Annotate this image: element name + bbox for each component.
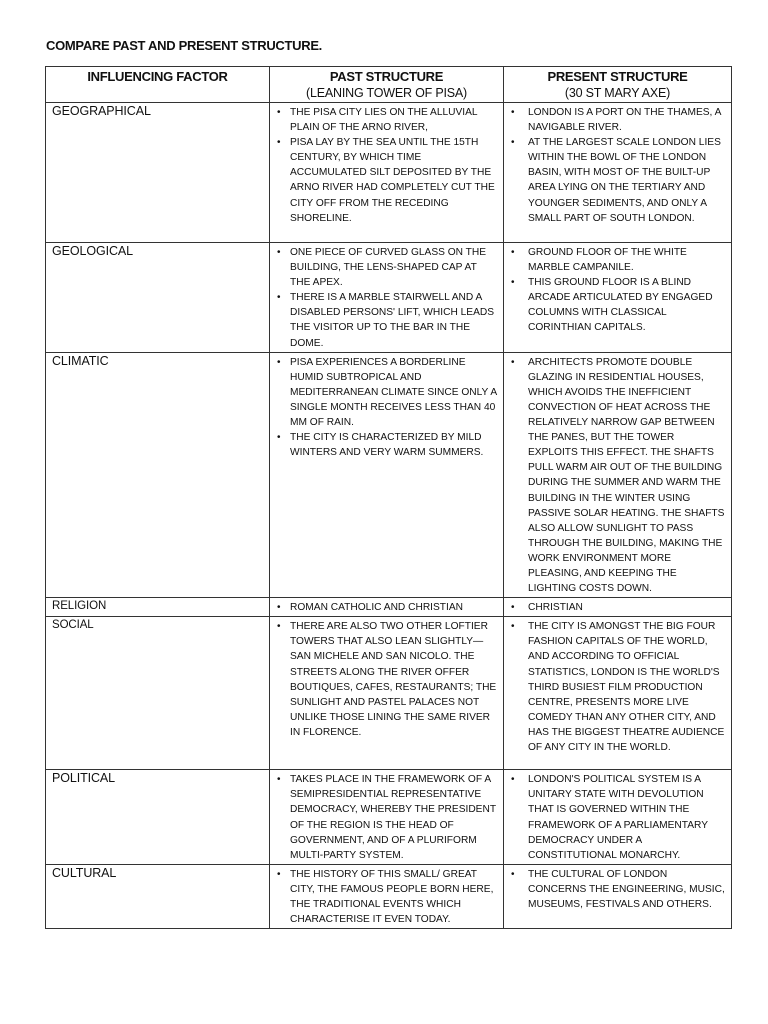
list-item (274, 430, 497, 460)
list-item-text: THERE IS A MARBLE STAIRWELL AND A DISABLED PERSONS' LIFT, WHICH LEADS THE VISITOR UP TO THE BAR IN THE DOME. (290, 292, 495, 349)
bullet-icon: • (277, 137, 281, 149)
list-item (274, 245, 497, 290)
list-item (508, 772, 725, 863)
table-row (46, 243, 732, 353)
bullet-icon: • (511, 137, 515, 149)
list-item-text: THE PISA CITY LIES ON THE ALLUVIAL PLAIN OF THE ARNO RIVER, (290, 107, 478, 134)
list-item-text: TAKES PLACE IN THE FRAMEWORK OF A SEMIPRESIDENTIAL REPRESENTATIVE DEMOCRACY, WHEREBY THE PRESIDENT OF THE REGION IS THE HEAD OF GOVERNMENT, AND OF A PLURIFORM MULTI-PARTY SYSTEM. (290, 774, 496, 861)
table-row (46, 770, 732, 865)
present-structure-cell (504, 352, 732, 598)
bullet-icon: • (277, 247, 281, 258)
present-bullet-list (504, 598, 731, 616)
past-bullet-list (270, 865, 503, 928)
list-item-text: THERE ARE ALSO TWO OTHER LOFTIER TOWERS THAT ALSO LEAN SLIGHTLY—SAN MICHELE AND SAN NICOLO. THE STREETS ALONG THE RIVER OFFER BOUTIQUES, CAFES, RESTAURANTS; THE SUNLIGHT AND PASTEL PALACES NOT UNLIKE THOSE LINING THE SAME RIVER IN FLORENCE. (290, 621, 497, 738)
list-item-text: THE CITY IS CHARACTERIZED BY MILD WINTERS AND VERY WARM SUMMERS. (290, 432, 484, 459)
factor-cell: SOCIAL (46, 617, 270, 770)
list-item (274, 772, 497, 863)
table-row (46, 103, 732, 243)
present-structure-cell (504, 617, 732, 770)
past-structure-cell (270, 617, 504, 770)
header-past-label: PAST STRUCTURE (329, 69, 444, 84)
list-item (274, 105, 497, 135)
past-structure-cell (270, 243, 504, 353)
list-item-text: THE HISTORY OF THIS SMALL/ GREAT CITY, THE FAMOUS PEOPLE BORN HERE, THE TRADITIONAL EVENTS WHICH CHARACTERISE IT EVEN TODAY. (290, 868, 494, 926)
bullet-icon: • (277, 432, 281, 444)
past-bullet-list (270, 770, 503, 864)
past-bullet-list (270, 598, 503, 616)
list-item (508, 245, 725, 275)
header-present (504, 67, 732, 103)
present-structure-cell (504, 770, 732, 865)
factor-cell: GEOGRAPHICAL (46, 103, 270, 243)
table-header-row (46, 67, 732, 103)
past-bullet-list (270, 617, 503, 741)
past-bullet-list (270, 103, 503, 227)
bullet-icon: • (511, 247, 515, 258)
bullet-icon: • (277, 868, 281, 880)
table-row (46, 864, 732, 928)
list-item (508, 355, 725, 597)
table-row (46, 598, 732, 617)
present-bullet-list (504, 353, 731, 598)
list-item-text: GROUND FLOOR OF THE WHITE MARBLE CAMPANILE. (528, 247, 687, 274)
list-item (274, 600, 497, 615)
list-item-text: PISA LAY BY THE SEA UNTIL THE 15TH CENTURY, BY WHICH TIME ACCUMULATED SILT DEPOSITED BY THE ARNO RIVER HAD COMPLETELY CUT THE CITY OFF FROM THE RECEDING SHORELINE. (290, 137, 495, 224)
past-bullet-list (270, 353, 503, 462)
bullet-icon: • (511, 107, 515, 118)
header-present-label: PRESENT STRUCTURE (547, 69, 688, 84)
factor-cell: RELIGION (46, 598, 270, 617)
past-bullet-list (270, 243, 503, 352)
factor-cell: POLITICAL (46, 770, 270, 865)
list-item-text: ARCHITECTS PROMOTE DOUBLE GLAZING IN RESIDENTIAL HOUSES, WHICH AVOIDS THE INEFFICIENT CONVECTION OF HEAT ACROSS THE RELATIVELY NARROW GAP BETWEEN THE PANES, BUT THE TOWER EXPLOITS THIS EFFECT. THE SHAFTS PULL WARM AIR OUT OF THE BUILDING DURING THE SUMMER AND WARM THE BUILDING IN THE WINTER USING PASSIVE SOLAR HEATING. THE SHAFTS ALSO ALLOW SUNLIGHT TO PASS THROUGH THE BUILDING, MAKING THE WORK ENVIRONMENT MORE PLEASING, AND KEEPING THE LIGHTING COSTS DOWN. (528, 356, 725, 595)
bullet-icon: • (277, 774, 281, 786)
list-item (274, 290, 497, 350)
past-structure-cell (270, 770, 504, 865)
present-structure-cell (504, 864, 732, 928)
header-present-subtitle: (30 ST MARY AXE) (564, 86, 671, 100)
list-item-text: ROMAN CATHOLIC AND CHRISTIAN (290, 602, 464, 614)
factor-cell: CLIMATIC (46, 352, 270, 598)
list-item-text: THIS GROUND FLOOR IS A BLIND ARCADE ARTICULATED BY ENGAGED COLUMNS WITH CLASSICAL CORINTHIAN CAPITALS. (528, 277, 713, 334)
list-item-text: ONE PIECE OF CURVED GLASS ON THE BUILDING, THE LENS-SHAPED CAP AT THE APEX. (290, 247, 487, 289)
page-title: COMPARE PAST AND PRESENT STRUCTURE. (46, 38, 322, 53)
list-item (508, 600, 725, 615)
present-structure-cell (504, 103, 732, 243)
comparison-table (45, 66, 732, 929)
present-bullet-list (504, 617, 731, 756)
list-item (274, 355, 497, 430)
header-past-subtitle: (LEANING TOWER OF PISA) (306, 86, 467, 100)
list-item (508, 619, 725, 755)
present-bullet-list (504, 770, 731, 864)
list-item (274, 135, 497, 226)
list-item (508, 105, 725, 135)
list-item-text: THE CITY IS AMONGST THE BIG FOUR FASHION CAPITALS OF THE WORLD, AND ACCORDING TO OFFICIAL STATISTICS, LONDON IS THE WORLD'S THIRD BUSIEST FILM PRODUCTION CENTRE, PRESENTS MORE LIVE COMEDY THAN ANY OTHER CITY, AND HAS THE BIGGEST THEATRE AUDIENCE OF ANY CITY IN THE WORLD. (528, 621, 725, 753)
bullet-icon: • (511, 774, 515, 786)
present-bullet-list (504, 865, 731, 913)
list-item (508, 135, 725, 226)
present-bullet-list (504, 243, 731, 337)
header-factor (46, 67, 270, 103)
list-item-text: LONDON IS A PORT ON THE THAMES, A NAVIGABLE RIVER. (528, 107, 721, 134)
bullet-icon: • (511, 868, 515, 880)
table-row (46, 352, 732, 598)
bullet-icon: • (277, 356, 281, 368)
header-factor-label: INFLUENCING FACTOR (87, 69, 228, 84)
list-item-text: LONDON'S POLITICAL SYSTEM IS A UNITARY STATE WITH DEVOLUTION THAT IS GOVERNED WITHIN THE FRAMEWORK OF A PARLIAMENTARY DEMOCRACY UNDER A CONSTITUTIONAL MONARCHY. (528, 774, 708, 861)
past-structure-cell (270, 864, 504, 928)
present-structure-cell (504, 243, 732, 353)
list-item-text: PISA EXPERIENCES A BORDERLINE HUMID SUBTROPICAL AND MEDITERRANEAN CLIMATE SINCE ONLY A SINGLE MONTH RECEIVES LESS THAN 40 MM OF RAIN. (290, 356, 497, 429)
bullet-icon: • (277, 107, 281, 118)
past-structure-cell (270, 103, 504, 243)
list-item (274, 619, 497, 740)
bullet-icon: • (511, 277, 515, 289)
list-item-text: THE CULTURAL OF LONDON CONCERNS THE ENGINEERING, MUSIC, MUSEUMS, FESTIVALS AND OTHERS. (528, 868, 725, 910)
bullet-icon: • (277, 621, 281, 633)
list-item-text: CHRISTIAN (528, 602, 583, 614)
header-past (270, 67, 504, 103)
list-item (508, 867, 725, 912)
bullet-icon: • (277, 602, 281, 614)
factor-cell: CULTURAL (46, 864, 270, 928)
list-item-text: AT THE LARGEST SCALE LONDON LIES WITHIN THE BOWL OF THE LONDON BASIN, WITH MOST OF THE BUILT-UP AREA LYING ON THE TERTIARY AND YOUNGER SEDIMENTS, AND ONLY A SMALL PART OF SOUTH LONDON. (528, 137, 721, 224)
list-item (274, 867, 497, 927)
present-structure-cell (504, 598, 732, 617)
bullet-icon: • (511, 356, 515, 368)
factor-cell: GEOLOGICAL (46, 243, 270, 353)
present-bullet-list (504, 103, 731, 227)
past-structure-cell (270, 352, 504, 598)
past-structure-cell (270, 598, 504, 617)
bullet-icon: • (511, 621, 515, 633)
table-row (46, 617, 732, 770)
bullet-icon: • (277, 292, 281, 304)
bullet-icon: • (511, 602, 515, 614)
list-item (508, 275, 725, 335)
